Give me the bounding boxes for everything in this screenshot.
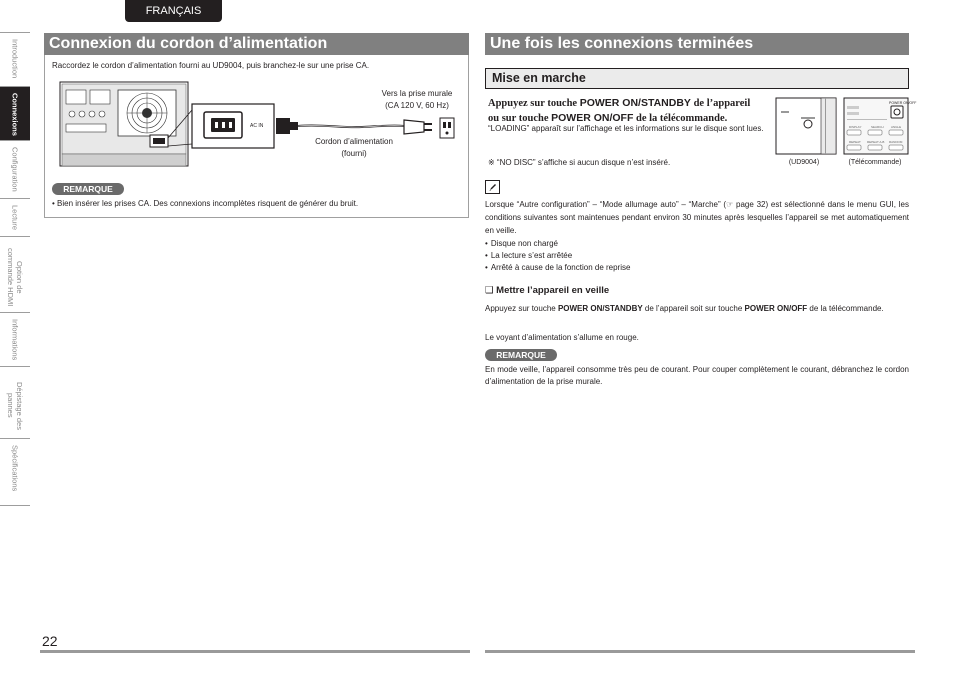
footer-rule-left bbox=[40, 650, 470, 653]
standby-heading: ❑ Mettre l’appareil en veille bbox=[485, 285, 610, 296]
remote-button-label-search: SEARCH bbox=[871, 125, 884, 129]
left-note-badge: REMARQUE bbox=[52, 183, 124, 195]
remote-button-label-repeat: REPEAT bbox=[849, 140, 861, 144]
remote-button-label-angle: ANGLE bbox=[891, 125, 902, 129]
remote-button-label-display: DISPLAY bbox=[849, 125, 862, 129]
auto-power-conditions bbox=[485, 238, 909, 274]
remote-button-label-random: RANDOM bbox=[889, 140, 903, 144]
subsection-title-power-on: Mise en marche bbox=[485, 68, 909, 89]
section-title-power-cord: Connexion du cordon d’alimentation bbox=[44, 33, 469, 55]
page-number: 22 bbox=[42, 633, 58, 649]
nav-item-troubleshooting[interactable]: Dépistage des pannes bbox=[0, 366, 30, 438]
unit-caption: (UD9004) bbox=[788, 159, 820, 166]
standby-indicator-text: Le voyant d’alimentation s’allume en rouge. bbox=[485, 333, 639, 342]
list-item: • Arrêté à cause de la fonction de reprise bbox=[485, 262, 909, 274]
loading-text: “LOADING” apparaît sur l’affichage et les informations sur le disque sont lues. bbox=[488, 124, 764, 133]
remote-caption: (Télécommande) bbox=[848, 159, 902, 166]
remote-button-label-repeat-a-b: REPEAT A-B bbox=[867, 140, 885, 144]
nav-item-lecture[interactable]: Lecture bbox=[0, 198, 30, 236]
side-navigation bbox=[0, 32, 30, 506]
nav-item-informations[interactable]: Informations bbox=[0, 312, 30, 366]
list-item: • Disque non chargé bbox=[485, 238, 909, 250]
outlet-label: Vers la prise murale (CA 120 V, 60 Hz) bbox=[381, 89, 453, 110]
standby-instruction: Appuyez sur touche POWER ON/STANDBY de l’appareil soit sur touche POWER ON/OFF de la télécommande. bbox=[485, 304, 884, 313]
left-note-text: • Bien insérer les prises CA. Des connexions incomplètes risquent de générer du bruit. bbox=[52, 199, 359, 208]
nav-item-configuration[interactable]: Configuration bbox=[0, 140, 30, 198]
nav-item-introduction[interactable]: Introduction bbox=[0, 32, 30, 86]
no-disc-note: ※ “NO DISC” s’affiche si aucun disque n’est inséré. bbox=[488, 158, 671, 167]
nav-item-hdmi-control[interactable]: Option de commande HDMI bbox=[0, 236, 30, 312]
power-on-instruction: Appuyez sur touche POWER ON/STANDBY de l’appareil ou sur touche POWER ON/OFF de la télécommande. bbox=[488, 97, 751, 124]
language-tab[interactable]: FRANÇAIS bbox=[125, 0, 222, 22]
right-note-badge: REMARQUE bbox=[485, 349, 557, 361]
remote-power-label: POWER ON/OFF bbox=[889, 101, 917, 105]
remote-illustration bbox=[843, 97, 917, 155]
ac-in-label: AC IN bbox=[250, 123, 264, 129]
nav-item-specifications[interactable]: Spécifications bbox=[0, 438, 30, 506]
right-note-text: En mode veille, l’appareil consomme très peu de courant. Pour couper complètement le courant, débranchez le cordon d’alimentation de la prise murale. bbox=[485, 365, 909, 386]
power-cord-intro: Raccordez le cordon d’alimentation fourni au UD9004, puis branchez-le sur une prise CA. bbox=[52, 61, 370, 70]
list-item: • La lecture s’est arrêtée bbox=[485, 250, 909, 262]
cord-label: Cordon d’alimentation (fourni) bbox=[315, 137, 393, 158]
auto-power-tip: Lorsque “Autre configuration” – “Mode allumage auto” – “Marche” (☞ page 32) est sélectionné dans le menu GUI, les conditions suivantes sont maintenues pendant environ 30 minutes après lesquelles l’appareil se met automatiquement en veille. bbox=[485, 200, 909, 235]
section-title-after-connections: Une fois les connexions terminées bbox=[485, 33, 909, 55]
footer-rule-right bbox=[485, 650, 915, 653]
pencil-icon bbox=[485, 180, 500, 194]
nav-item-connexions[interactable]: Connexions bbox=[0, 86, 30, 140]
unit-front-illustration bbox=[775, 97, 837, 155]
